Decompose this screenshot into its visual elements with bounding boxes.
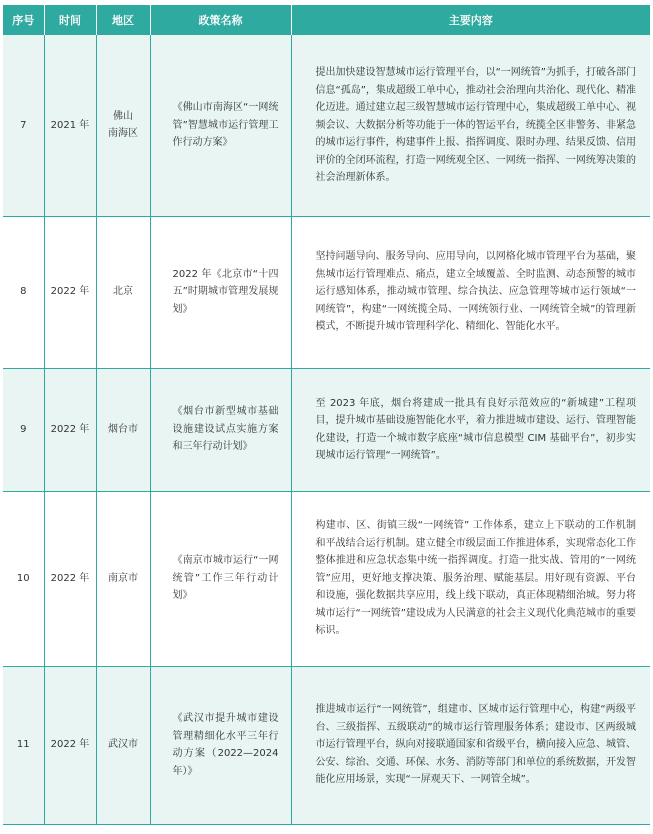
row-year: 2022 年 (44, 491, 96, 666)
row-region: 南京市 (96, 491, 150, 666)
row-policy: 《烟台市新型城市基础设施建设试点实施方案和三年行动计划》 (150, 368, 291, 491)
row-no: 9 (3, 368, 44, 491)
row-no: 8 (3, 216, 44, 368)
policy-table (3, 5, 650, 825)
header-no: 序号 (3, 5, 44, 35)
table-row (3, 491, 650, 666)
header-policy-name: 政策名称 (150, 5, 291, 35)
row-region: 北京 (96, 216, 150, 368)
row-year: 2022 年 (44, 216, 96, 368)
row-content: 提出加快建设智慧城市运行管理平台，以“一网统管”为抓手，打破各部门信息“孤岛”，集成超级工单中心，推动社会治理向共治化、现代化、精准化迈进。通过建立起三级智慧城市运行管理中心，集成超级工单中心、视频会议、大数据分析等功能于一体的智运平台，统揽全区非警务、非紧急的城市运行事件，构建事件上报、指挥调度、限时办理、结果反馈、信用评价的全闭环流程，打造一网统观全区、一网统一指挥、一网统筹决策的社会治理新体系。 (291, 35, 650, 216)
row-content: 至 2023 年底，烟台将建成一批具有良好示范效应的“新城建”工程项目，提升城市基础设施智能化水平，着力推进城市建设、运行、管理智能化建设，打造一个城市数字底座“城市信息模型 CIM 基础平台”，初步实现城市运行管理“一网统管”。 (291, 368, 650, 491)
row-region: 佛山 南海区 (96, 35, 150, 216)
row-content: 坚持问题导向、服务导向、应用导向，以网格化城市管理平台为基础，聚焦城市运行管理难点、痛点，建立全域覆盖、全时监测、动态预警的城市运行感知体系，推动城市管理、综合执法、应急管理等城市运行领域“一网统管”，构建“一网统揽全局、一网统领行业、一网统管全城”的管理新模式，不断提升城市管理科学化、精细化、智能化水平。 (291, 216, 650, 368)
row-no: 7 (3, 35, 44, 216)
table-row (3, 666, 650, 824)
header-region: 地区 (96, 5, 150, 35)
table-header-row (3, 5, 650, 35)
table-row (3, 216, 650, 368)
row-policy: 《武汉市提升城市建设管理精细化水平三年行动方案（2022—2024 年）》 (150, 666, 291, 824)
row-content: 构建市、区、街镇三级“一网统管” 工作体系，建立上下联动的工作机制和平战结合运行机制。建立健全市级层面工作推进体系，实现常态化工作整体推进和应急状态集中统一指挥调度。打造一批实战、管用的“一网统管”应用，更好地支撑决策、服务治理、赋能基层。用好现有资源、平台和设施，强化数据共享应用，线上线下联动，真正体现精细治城。努力将城市运行“一网统管”建设成为人民满意的社会主义现代化典范城市的重要标识。 (291, 491, 650, 666)
row-year: 2022 年 (44, 666, 96, 824)
row-no: 10 (3, 491, 44, 666)
table-row (3, 35, 650, 216)
row-year: 2022 年 (44, 368, 96, 491)
row-region: 武汉市 (96, 666, 150, 824)
row-policy: 《南京市城市运行“一网统管”工作三年行动计划》 (150, 491, 291, 666)
row-policy: 2022 年《北京市“十四五”时期城市管理发展规划》 (150, 216, 291, 368)
row-region: 烟台市 (96, 368, 150, 491)
header-main-content: 主要内容 (291, 5, 650, 35)
header-time: 时间 (44, 5, 96, 35)
row-content: 推进城市运行“一网统管”，组建市、区城市运行管理中心，构建“两级平台、三级指挥、五级联动”的城市运行管理服务体系；建设市、区两级城市运行管理平台，纵向对接联通国家和省级平台，横向接入应急、城管、公安、综治、交通、环保、水务、消防等部门和单位的系统数据，开发智能化应用场景，实现“一屏观天下、一网管全城”。 (291, 666, 650, 824)
row-no: 11 (3, 666, 44, 824)
table-row (3, 368, 650, 491)
row-policy: 《佛山市南海区“一网统管”智慧城市运行管理工作行动方案》 (150, 35, 291, 216)
row-year: 2021 年 (44, 35, 96, 216)
